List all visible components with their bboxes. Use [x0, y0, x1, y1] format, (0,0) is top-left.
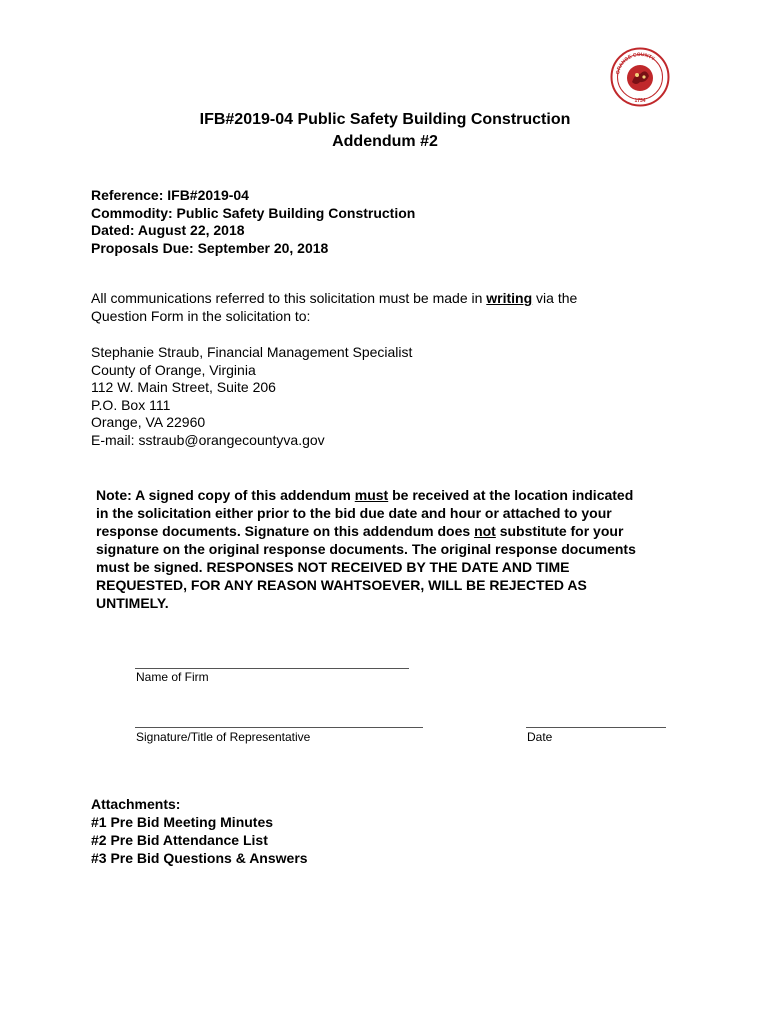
reference-line: Reference: IFB#2019-04	[91, 187, 249, 203]
contact-block	[91, 344, 412, 450]
note-text: Note: A signed copy of this addendum	[96, 487, 355, 503]
document-subtitle: Addendum #2	[332, 133, 438, 150]
attachments-block	[91, 795, 308, 867]
note-line	[96, 486, 696, 504]
seal-emblem-icon	[627, 65, 653, 91]
firm-name-label: Name of Firm	[136, 670, 209, 684]
contact-street: 112 W. Main Street, Suite 206	[91, 379, 276, 396]
writing-emphasis: writing	[486, 290, 533, 306]
communications-paragraph	[91, 290, 577, 325]
note-line: UNTIMELY.	[96, 595, 169, 611]
addendum-note	[96, 486, 696, 612]
document-title: IFB#2019-04 Public Safety Building Construction	[199, 111, 571, 128]
communications-text-after: via the	[532, 290, 578, 306]
communications-line-2: Question Form in the solicitation to:	[91, 307, 311, 324]
seal-ring-text: ORANGE COUNTY	[615, 51, 656, 75]
commodity-line: Commodity: Public Safety Building Construction	[91, 204, 416, 221]
communications-text: All communications referred to this solicitation must be made in	[91, 290, 487, 306]
attachment-item: #2 Pre Bid Attendance List	[91, 832, 268, 848]
dated-line: Dated: August 22, 2018	[91, 222, 245, 238]
date-line[interactable]	[526, 727, 666, 728]
reference-block	[91, 187, 415, 257]
communications-line-1	[91, 290, 577, 308]
attachment-item: #3 Pre Bid Questions & Answers	[91, 850, 308, 866]
contact-city: Orange, VA 22960	[91, 414, 206, 431]
contact-name: Stephanie Straub, Financial Management Specialist	[91, 344, 413, 360]
note-line: must be signed. RESPONSES NOT RECEIVED BY THE DATE AND TIME	[96, 559, 570, 575]
note-line: in the solicitation either prior to the bid due date and hour or attached to your	[96, 505, 612, 521]
contact-po-box: P.O. Box 111	[91, 396, 171, 413]
seal-year: 1734	[634, 98, 646, 104]
must-emphasis: must	[354, 487, 389, 503]
contact-organization: County of Orange, Virginia	[91, 361, 256, 378]
county-seal	[610, 47, 670, 107]
note-text: be received at the location indicated	[388, 487, 634, 503]
attachments-heading: Attachments:	[91, 796, 181, 812]
note-text: response documents. Signature on this addendum does	[96, 523, 475, 539]
signature-line[interactable]	[135, 727, 423, 728]
attachment-item: #1 Pre Bid Meeting Minutes	[91, 814, 274, 830]
contact-email: E-mail: sstraub@orangecountyva.gov	[91, 431, 325, 448]
proposals-due-line: Proposals Due: September 20, 2018	[91, 239, 329, 256]
signature-label: Signature/Title of Representative	[136, 730, 311, 744]
note-text: substitute for your	[495, 523, 624, 539]
firm-name-line[interactable]	[135, 668, 409, 669]
not-emphasis: not	[474, 523, 496, 539]
note-line	[96, 522, 696, 540]
note-line: signature on the original response documents. The original response documents	[96, 541, 636, 557]
date-label: Date	[527, 730, 553, 744]
note-line: REQUESTED, FOR ANY REASON WAHTSOEVER, WILL BE REJECTED AS	[96, 577, 587, 593]
